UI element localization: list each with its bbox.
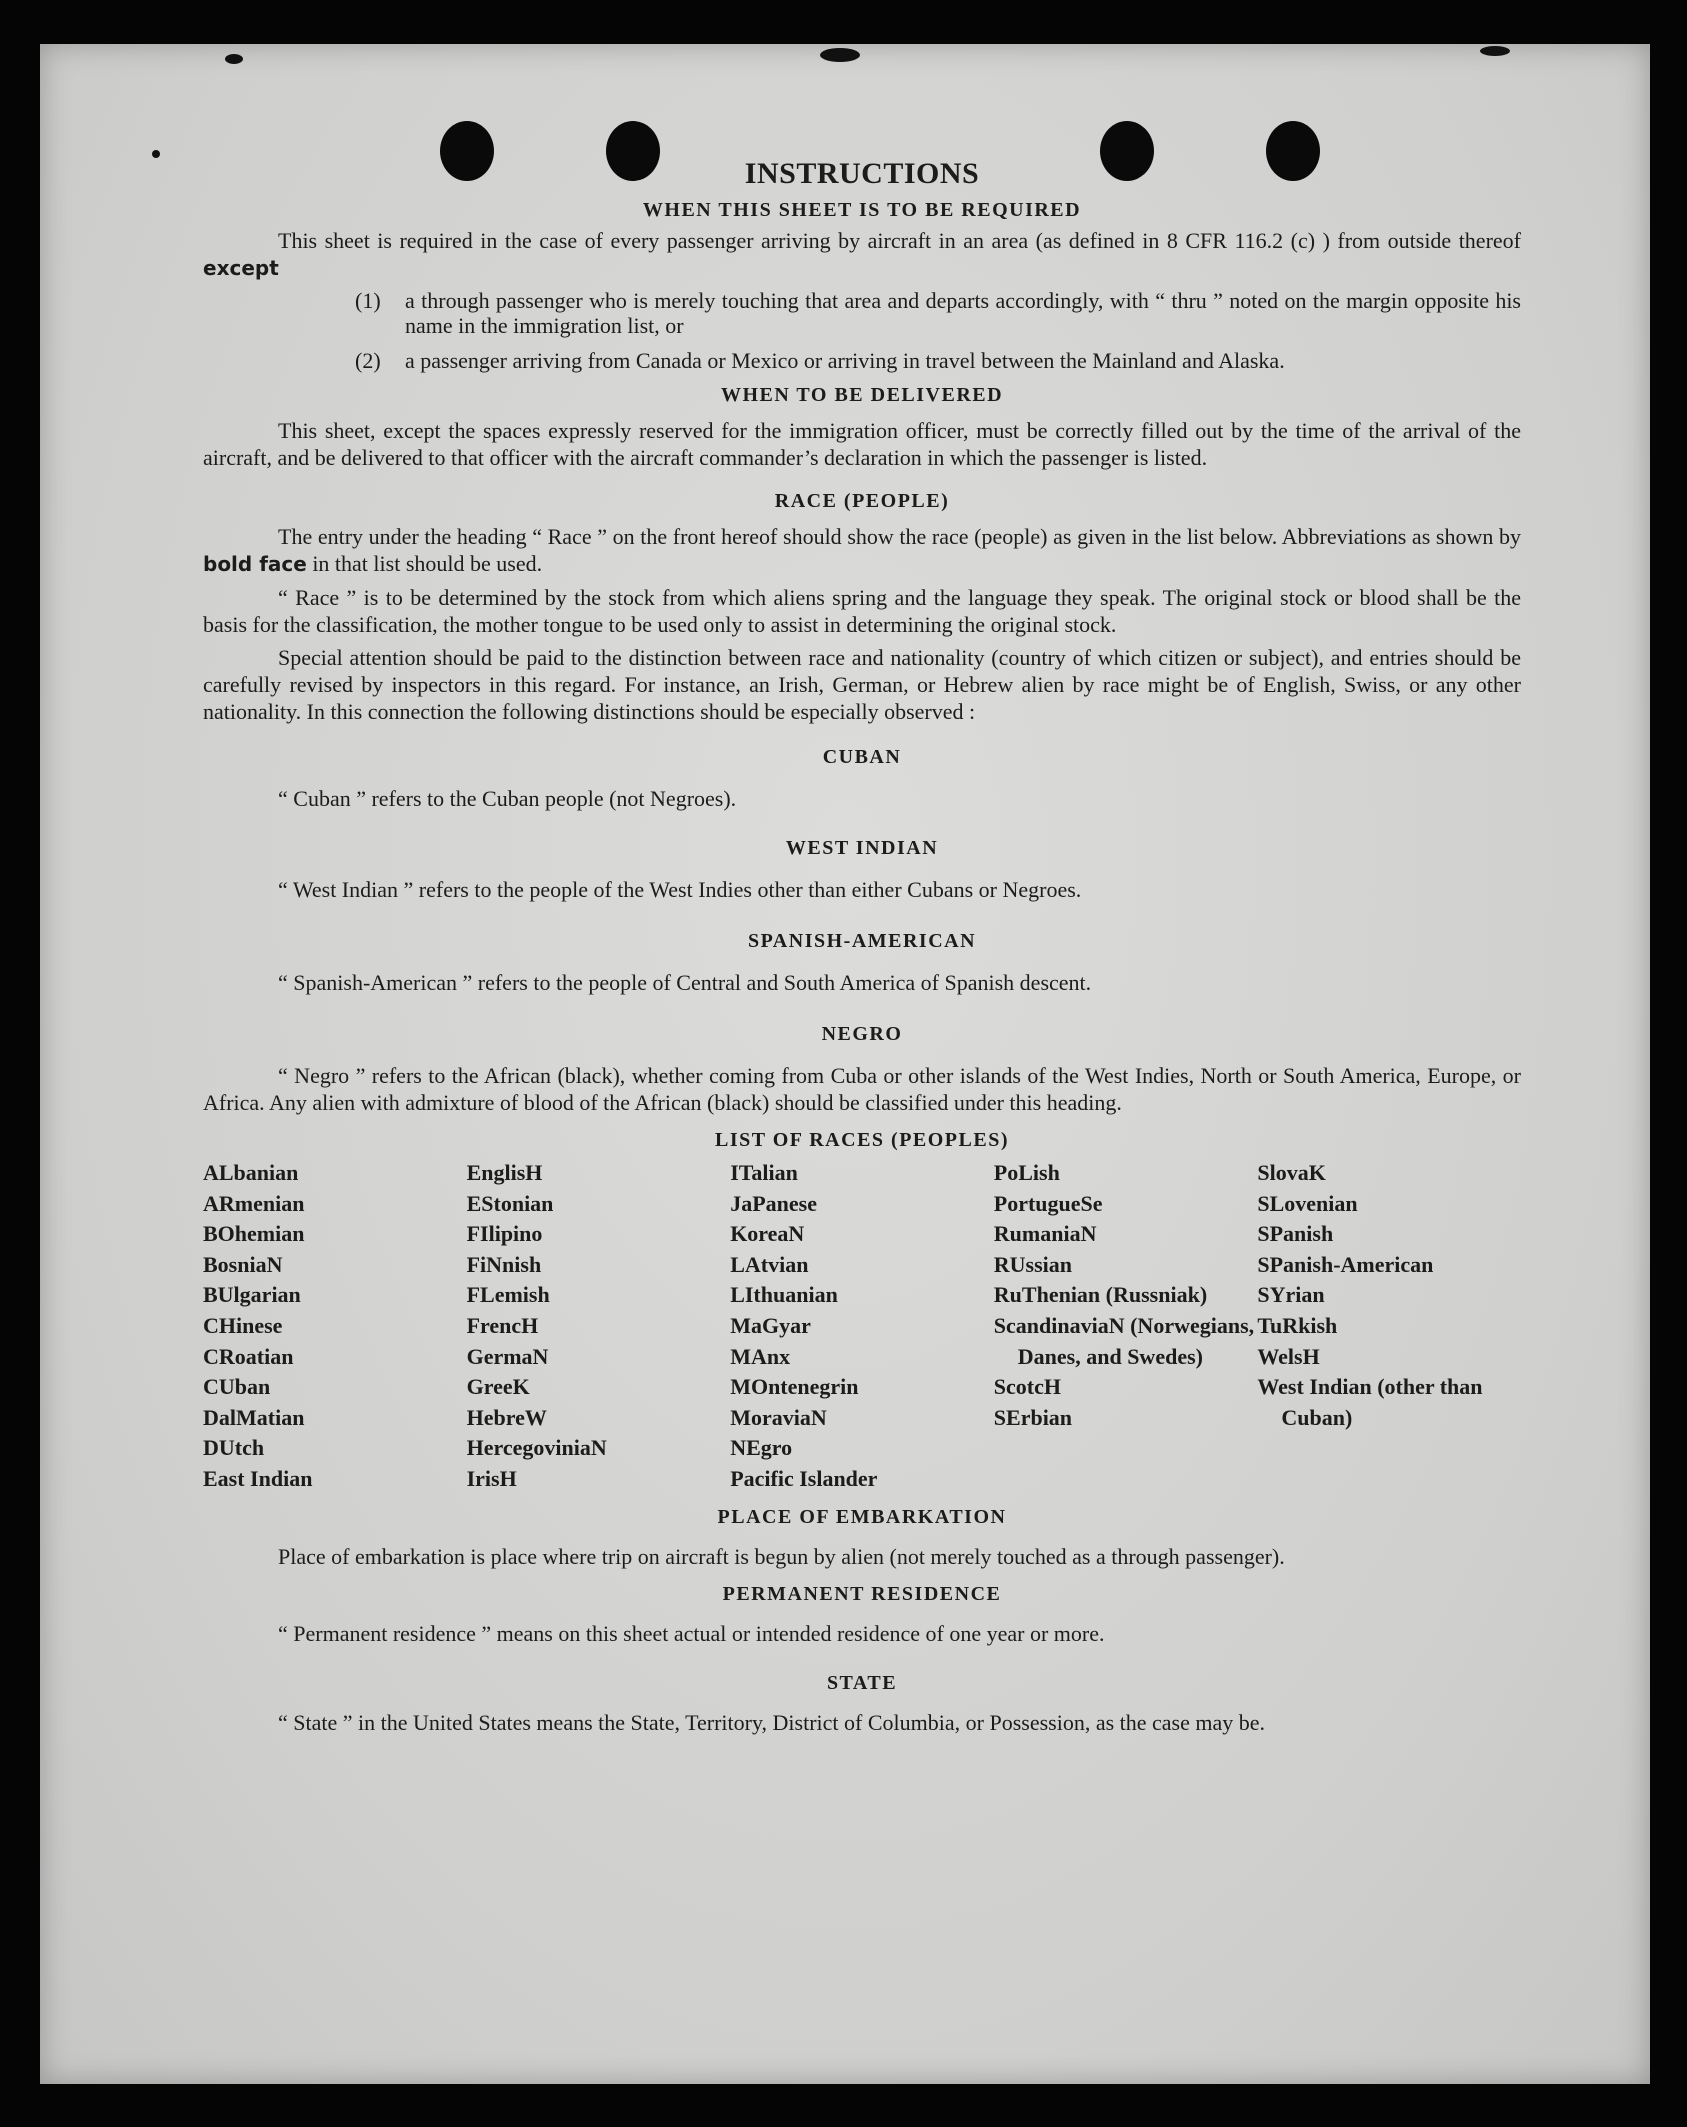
exception-item: (2) a passenger arriving from Canada or Mexico or arriving in travel between the Mainland and Alaska. (355, 348, 1285, 373)
race-entry: KoreaN (730, 1221, 805, 1247)
heading-list-of-races: LIST OF RACES (PEOPLES) (714, 1129, 1009, 1151)
negro-text: “ Negro ” refers to the African (black), whether coming from Cuba or other islands of the West Indies, North or South America, Europe, or Africa. Any alien with admixture of blood of the African (black) should be classified under this heading. (203, 1063, 1521, 1115)
speck (225, 54, 243, 64)
race-paragraph-1: The entry under the heading “ Race ” on the front hereof should show the race (people) as given in the list below. Abbreviations as shown by bold face in that list should be used. (203, 524, 1521, 576)
race-entry: BosniaN (203, 1251, 283, 1277)
heading-residence: PERMANENT RESIDENCE (722, 1582, 1002, 1605)
race-entry: HebreW (466, 1404, 547, 1430)
race-entry: SPanish (1257, 1221, 1334, 1247)
race-entry: CUban (203, 1374, 271, 1400)
heading-negro: NEGRO (821, 1023, 903, 1045)
race-entry: EnglisH (466, 1160, 543, 1185)
race-entry: WelsH (1257, 1343, 1320, 1369)
race-entry: CHinese (203, 1312, 283, 1338)
race-entry: PoLish (993, 1160, 1060, 1185)
race-entry: FIlipino (466, 1221, 543, 1247)
page-title: INSTRUCTIONS (744, 157, 980, 190)
race-entry: LAtvian (730, 1251, 809, 1277)
race-entry: GermaN (466, 1343, 549, 1369)
race-list (203, 1158, 1521, 1495)
race-column (994, 1158, 1258, 1495)
race-column (203, 1158, 467, 1495)
residence-text: “ Permanent residence ” means on this sheet actual or intended residence of one year or more. (278, 1620, 1105, 1646)
speck (1480, 46, 1510, 56)
race-entry: SlovaK (1257, 1160, 1326, 1185)
race-entry: MAnx (730, 1343, 791, 1369)
race-column (730, 1158, 994, 1495)
race-entry: MoraviaN (730, 1404, 827, 1430)
west-indian-text: “ West Indian ” refers to the people of the West Indies other than either Cubans or Negroes. (278, 877, 1082, 902)
race-entry: RumaniaN (993, 1221, 1097, 1247)
race-entry: ScotcH (993, 1374, 1061, 1400)
race-column (467, 1158, 731, 1495)
heading-state: STATE (826, 1671, 898, 1694)
race-entry: East Indian (203, 1465, 313, 1491)
race-entry: SYrian (1257, 1282, 1325, 1308)
race-entry: FiNnish (466, 1251, 542, 1277)
race-entry: MOntenegrin (730, 1374, 859, 1400)
race-entry: HercegoviniaN (466, 1435, 607, 1461)
race-entry: LIthuanian (730, 1282, 838, 1308)
heading-when-delivered: WHEN TO BE DELIVERED (720, 384, 1004, 406)
race-column (1257, 1158, 1521, 1495)
race-entry: ARmenian (203, 1190, 305, 1216)
heading-embarkation: PLACE OF EMBARKATION (717, 1505, 1007, 1528)
race-entry: BOhemian (203, 1221, 305, 1247)
race-entry: West Indian (other than Cuban) (1257, 1374, 1483, 1430)
heading-when-required: WHEN THIS SHEET IS TO BE REQUIRED (642, 199, 1082, 221)
race-entry: ITalian (730, 1160, 798, 1185)
race-entry: Pacific Islander (730, 1465, 878, 1491)
document-page (40, 44, 1650, 2084)
race-entry: DUtch (203, 1435, 265, 1461)
heading-cuban: CUBAN (822, 746, 902, 768)
race-entry: PortugueSe (993, 1190, 1103, 1216)
race-entry: GreeK (466, 1374, 530, 1400)
cuban-text: “ Cuban ” refers to the Cuban people (not Negroes). (278, 786, 737, 811)
race-entry: NEgro (730, 1435, 793, 1461)
race-paragraph-2: “ Race ” is to be determined by the stock from which aliens spring and the language they speak. The original stock or blood shall be the basis for the classification, the mother tongue to be used only to assist in determining the original stock. (203, 585, 1521, 637)
spanish-american-text: “ Spanish-American ” refers to the people of Central and South America of Spanish descent. (278, 970, 1092, 995)
heading-west-indian: WEST INDIAN (785, 837, 939, 859)
race-paragraph-3: Special attention should be paid to the distinction between race and nationality (country of which citizen or subject), and entries should be carefully revised by inspectors in this regard. For instance, an Irish, German, or Hebrew alien by race might be of English, Swiss, or any other nationality. In this connection the following distinctions should be especially observed : (203, 645, 1521, 724)
when-required-intro: This sheet is required in the case of every passenger arriving by aircraft in an area (as defined in 8 CFR 116.2 (c) ) from outside thereof except (203, 228, 1521, 280)
race-entry: SLovenian (1257, 1190, 1358, 1216)
speck (152, 150, 160, 158)
race-entry: FrencH (466, 1312, 539, 1338)
race-entry: CRoatian (203, 1343, 294, 1369)
race-entry: MaGyar (730, 1312, 811, 1338)
race-entry: TuRkish (1257, 1312, 1338, 1338)
when-delivered-text: This sheet, except the spaces expressly reserved for the immigration officer, must be correctly filled out by the time of the arrival of the aircraft, and be delivered to that officer with the aircraft commander’s declaration in which the passenger is listed. (203, 418, 1521, 470)
heading-spanish-american: SPANISH-AMERICAN (747, 930, 977, 952)
race-entry: RuThenian (Russniak) (993, 1282, 1208, 1308)
race-entry: SPanish-American (1257, 1251, 1434, 1277)
race-entry: ScandinaviaN (Norwegians, Danes, and Swedes) (993, 1312, 1255, 1369)
race-entry: JaPanese (730, 1190, 817, 1216)
race-entry: IrisH (466, 1465, 517, 1491)
state-text: “ State ” in the United States means the State, Territory, District of Columbia, or Possession, as the case may be. (278, 1709, 1266, 1735)
instructions-body (203, 154, 1521, 1736)
race-entry: DalMatian (203, 1404, 305, 1430)
race-entry: RUssian (993, 1251, 1073, 1277)
embarkation-text: Place of embarkation is place where trip on aircraft is begun by alien (not merely touched as a through passenger). (278, 1543, 1285, 1569)
race-entry: BUlgarian (203, 1282, 301, 1308)
exception-item: (1) a through passenger who is merely touching that area and departs accordingly, with “ thru ” noted on the margin opposite his name in the immigration list, or (355, 288, 1521, 338)
race-entry: FLemish (466, 1282, 550, 1308)
speck (820, 48, 860, 62)
heading-race: RACE (PEOPLE) (774, 490, 950, 512)
race-entry: SErbian (993, 1404, 1073, 1430)
race-entry: EStonian (466, 1190, 554, 1216)
race-entry: ALbanian (203, 1160, 299, 1185)
